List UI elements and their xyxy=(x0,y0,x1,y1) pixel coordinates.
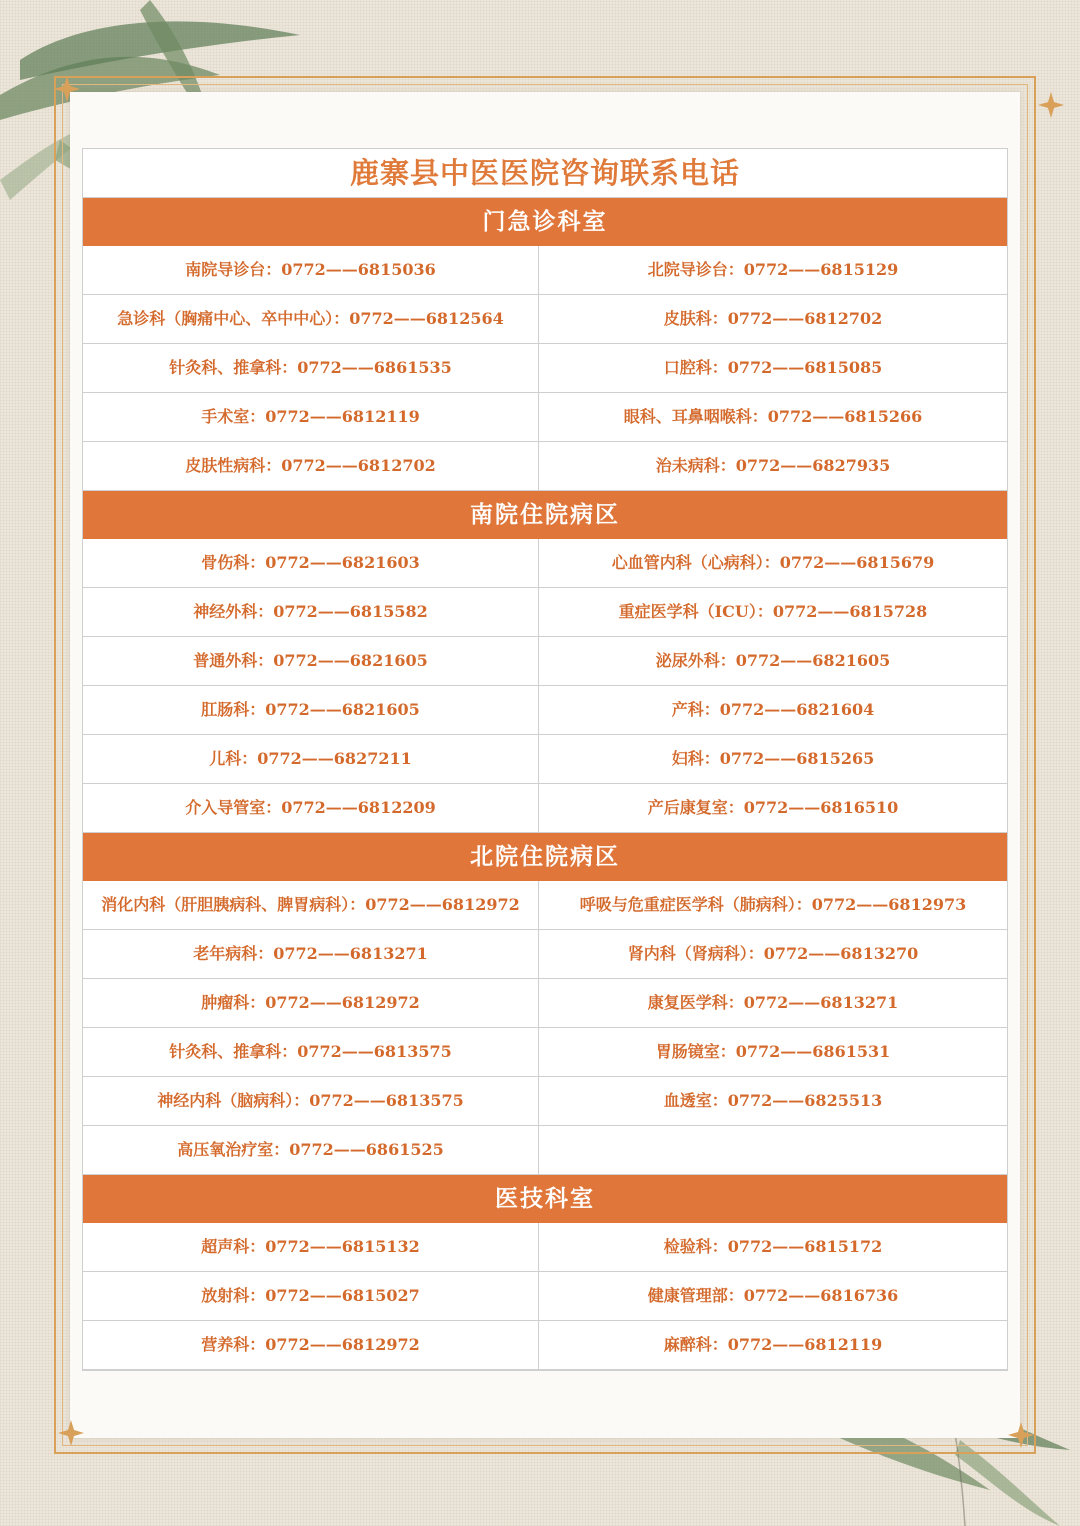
sections-container xyxy=(83,198,1007,1370)
contact-row xyxy=(83,784,1007,833)
contact-cell-left: 肿瘤科：0772——6812972 xyxy=(83,979,539,1027)
corner-ornament-icon xyxy=(1036,90,1066,120)
contact-row xyxy=(83,1223,1007,1272)
contact-cell-left: 神经外科：0772——6815582 xyxy=(83,588,539,636)
contact-row xyxy=(83,295,1007,344)
contact-row xyxy=(83,686,1007,735)
contact-row xyxy=(83,1126,1007,1175)
contact-cell-left: 肛肠科：0772——6821605 xyxy=(83,686,539,734)
contact-board xyxy=(82,148,1008,1371)
contact-cell-right: 妇科：0772——6815265 xyxy=(671,749,875,768)
corner-ornament-icon xyxy=(1006,1420,1036,1450)
contact-cell-right: 肾内科（肾病科）：0772——6813270 xyxy=(627,944,919,963)
contact-cell-right: 皮肤科：0772——6812702 xyxy=(663,309,883,328)
contact-row xyxy=(83,246,1007,295)
contact-cell-left: 骨伤科：0772——6821603 xyxy=(83,539,539,587)
contact-cell-left: 针灸科、推拿科：0772——6813575 xyxy=(83,1028,539,1076)
contact-cell-right: 心血管内科（心病科）：0772——6815679 xyxy=(611,553,935,572)
contact-row xyxy=(83,588,1007,637)
contact-cell-right xyxy=(539,1126,1007,1174)
section-header: 南院住院病区 xyxy=(83,491,1007,539)
contact-cell-right: 眼科、耳鼻咽喉科：0772——6815266 xyxy=(623,407,923,426)
contact-cell-right: 治未病科：0772——6827935 xyxy=(655,456,891,475)
contact-cell-right: 健康管理部：0772——6816736 xyxy=(647,1286,899,1305)
section-header: 门急诊科室 xyxy=(83,198,1007,246)
contact-cell-left: 老年病科：0772——6813271 xyxy=(83,930,539,978)
contact-row xyxy=(83,930,1007,979)
contact-cell-left: 急诊科（胸痛中心、卒中中心）：0772——6812564 xyxy=(83,295,539,343)
contact-cell-right: 口腔科：0772——6815085 xyxy=(663,358,883,377)
contact-cell-right: 康复医学科：0772——6813271 xyxy=(647,993,899,1012)
contact-row xyxy=(83,979,1007,1028)
contact-cell-left: 消化内科（肝胆胰病科、脾胃病科）：0772——6812972 xyxy=(83,881,539,929)
contact-row xyxy=(83,344,1007,393)
contact-row xyxy=(83,1321,1007,1370)
contact-row xyxy=(83,1028,1007,1077)
contact-cell-left: 放射科：0772——6815027 xyxy=(83,1272,539,1320)
contact-cell-left: 南院导诊台：0772——6815036 xyxy=(83,246,539,294)
contact-cell-right: 胃肠镜室：0772——6861531 xyxy=(655,1042,891,1061)
contact-cell-left: 高压氧治疗室：0772——6861525 xyxy=(83,1126,539,1174)
contact-cell-left: 皮肤性病科：0772——6812702 xyxy=(83,442,539,490)
corner-ornament-icon xyxy=(52,74,82,104)
contact-row xyxy=(83,539,1007,588)
contact-cell-right: 血透室：0772——6825513 xyxy=(663,1091,883,1110)
page-title: 鹿寨县中医医院咨询联系电话 xyxy=(83,149,1007,198)
section-header: 医技科室 xyxy=(83,1175,1007,1223)
contact-cell-left: 超声科：0772——6815132 xyxy=(83,1223,539,1271)
contact-row xyxy=(83,735,1007,784)
corner-ornament-icon xyxy=(56,1418,86,1448)
contact-row xyxy=(83,1077,1007,1126)
contact-cell-left: 营养科：0772——6812972 xyxy=(83,1321,539,1369)
contact-row xyxy=(83,442,1007,491)
contact-cell-right: 产科：0772——6821604 xyxy=(671,700,875,719)
contact-cell-left: 儿科：0772——6827211 xyxy=(83,735,539,783)
contact-row xyxy=(83,393,1007,442)
contact-cell-right: 重症医学科（ICU）：0772——6815728 xyxy=(618,602,928,621)
contact-row xyxy=(83,637,1007,686)
contact-cell-left: 针灸科、推拿科：0772——6861535 xyxy=(83,344,539,392)
contact-cell-right: 呼吸与危重症医学科（肺病科）：0772——6812973 xyxy=(579,895,967,914)
contact-cell-right: 麻醉科：0772——6812119 xyxy=(663,1335,883,1354)
contact-cell-right: 产后康复室：0772——6816510 xyxy=(647,798,899,817)
contact-cell-right: 北院导诊台：0772——6815129 xyxy=(647,260,899,279)
contact-cell-left: 神经内科（脑病科）：0772——6813575 xyxy=(83,1077,539,1125)
contact-cell-left: 普通外科：0772——6821605 xyxy=(83,637,539,685)
contact-row xyxy=(83,881,1007,930)
contact-cell-right: 检验科：0772——6815172 xyxy=(663,1237,883,1256)
contact-cell-left: 手术室：0772——6812119 xyxy=(83,393,539,441)
contact-cell-left: 介入导管室：0772——6812209 xyxy=(83,784,539,832)
contact-cell-right: 泌尿外科：0772——6821605 xyxy=(655,651,891,670)
section-header: 北院住院病区 xyxy=(83,833,1007,881)
contact-row xyxy=(83,1272,1007,1321)
